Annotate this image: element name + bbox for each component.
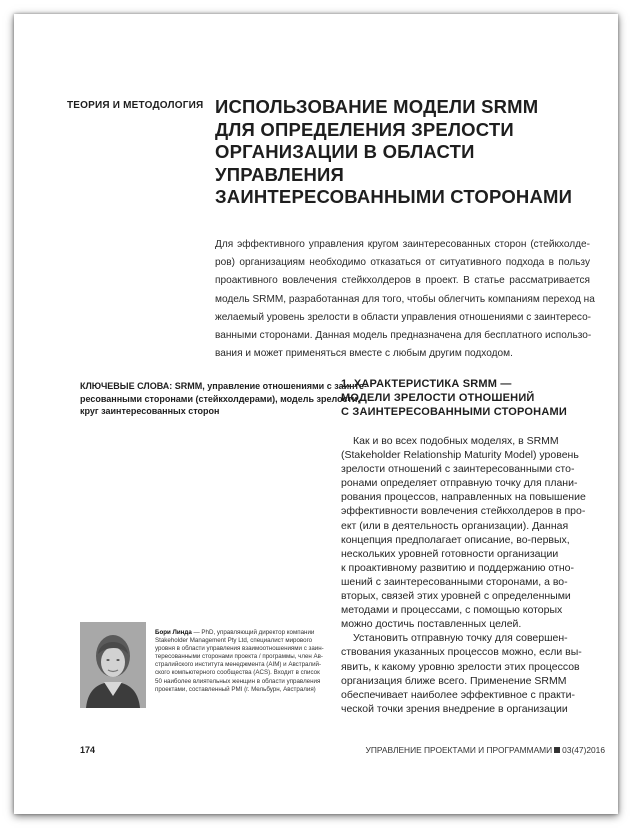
abstract [215, 236, 595, 363]
author-name: Бори Линда [155, 629, 192, 636]
body-line: к проактивному развитию и поддержанию отно- [341, 561, 574, 574]
body-text [341, 434, 591, 716]
body-line: Как и во всех подобных моделях, в SRMM [353, 435, 559, 447]
journal-name: УПРАВЛЕНИЕ ПРОЕКТАМИ И ПРОГРАММАМИ [365, 745, 553, 755]
body-line: методами и процессами, с помощью которых [341, 604, 563, 617]
bio-text: — PhD, управляющий директор компании [191, 629, 315, 636]
bio-line: тересованными сторонами проекта / программы, член Ав- [155, 653, 323, 661]
title-line: ЗАИНТЕРЕСОВАННЫМИ СТОРОНАМИ [215, 186, 573, 207]
section-label: ТЕОРИЯ И МЕТОДОЛОГИЯ [67, 100, 204, 111]
keywords-line: КЛЮЧЕВЫЕ СЛОВА: SRMM, управление отношениями с заинте- [80, 381, 367, 391]
body-line: концепция предполагает описание, во-первых, [341, 533, 570, 546]
keywords [80, 380, 367, 418]
section-heading [341, 378, 591, 419]
abstract-line: вания и может применяться вместе с любым другим подходом. [215, 348, 513, 360]
bio-line [155, 629, 330, 637]
author-photo [80, 622, 146, 708]
body-line: Установить отправную точку для совершен- [353, 632, 568, 645]
abstract-line: Для эффективного управления кругом заинтересованных сторон (стейкхолде- [215, 239, 590, 250]
abstract-line: проактивного вовлечения стейкхолдеров в проект. В статье рассматривается [215, 275, 590, 287]
body-line: ект (или в деятельность организации). Данная [341, 519, 569, 532]
keywords-line: круг заинтересованных сторон [80, 406, 220, 416]
body-line: ствования указанных процессов можно, если вы- [341, 646, 582, 659]
heading-line: МОДЕЛИ ЗРЕЛОСТИ ОТНОШЕНИЙ [341, 391, 535, 404]
author-portrait-icon [80, 622, 146, 708]
square-icon [554, 747, 560, 753]
body-line: можно достичь поставленных целей. [341, 618, 522, 631]
body-line: рования процессов, направленных на повышение [341, 491, 586, 504]
abstract-line: желаемый уровень зрелости в области управления отношениями с заинтересо- [215, 311, 592, 323]
body-line: шений с заинтересованными сторонами, а во- [341, 575, 568, 588]
title-line: ОРГАНИЗАЦИИ В ОБЛАСТИ УПРАВЛЕНИЯ [215, 141, 475, 185]
body-line: (Stakeholder Relationship Maturity Model) уровень [341, 449, 579, 462]
body-line: обеспечивает наиболее эффективное с практи- [341, 688, 575, 701]
title-line: ИСПОЛЬЗОВАНИЕ МОДЕЛИ SRMM [215, 96, 539, 117]
keywords-line: ресованными сторонами (стейкхолдерами), модель зрелости, [80, 393, 360, 404]
author-bio [155, 629, 330, 694]
issue-number: 03(47)2016 [562, 745, 605, 755]
article-title [215, 96, 605, 209]
page-number: 174 [80, 745, 96, 755]
body-line: ческой точки зрения внедрение в организации [341, 702, 568, 715]
body-line: вторых, связей этих уровней с определенными [341, 590, 571, 603]
bio-line: ского компьютерного сообщества (ACS). Входит в список [155, 669, 320, 677]
title-line: ДЛЯ ОПРЕДЕЛЕНИЯ ЗРЕЛОСТИ [215, 118, 514, 140]
body-line: организация ближе всего. Применение SRMM [341, 674, 567, 687]
abstract-line: модель SRMM, разработанная для того, чтобы облегчить компаниям переход на [215, 293, 595, 305]
abstract-line: ров) организациям необходимо отказаться от ситуативного подхода в пользу [215, 257, 590, 269]
bio-line: уровня в области управления взаимоотношениями с заин- [155, 645, 324, 653]
bio-line: Stakeholder Management Pty Ltd, специалист мирового [155, 637, 313, 645]
body-line: зрелости отношений с заинтересованными сто- [341, 463, 575, 476]
abstract-line: ванными сторонами. Данная модель предназначена для бесплатного использо- [215, 330, 592, 342]
bio-line: 50 наиболее влиятельных женщин в области управления [155, 677, 321, 685]
bio-line: стралийского института менеджмента (AIM) и Австралий- [155, 661, 322, 669]
bio-line: проектами, составленный PMI (г. Мельбурн, Австралия) [155, 685, 316, 693]
body-line: нескольких уровней готовности организации [341, 547, 559, 560]
heading-line: 1. ХАРАКТЕРИСТИКА SRMM — [341, 378, 512, 390]
body-line: ронами определяет отправную точку для плани- [341, 477, 578, 490]
body-line: явить, к какому уровню зрелости этих процессов [341, 660, 580, 673]
footer-journal [366, 745, 605, 755]
heading-line: С ЗАИНТЕРЕСОВАННЫМИ СТОРОНАМИ [341, 405, 567, 418]
body-line: эффективности вовлечения стейкхолдеров в про- [341, 505, 586, 518]
